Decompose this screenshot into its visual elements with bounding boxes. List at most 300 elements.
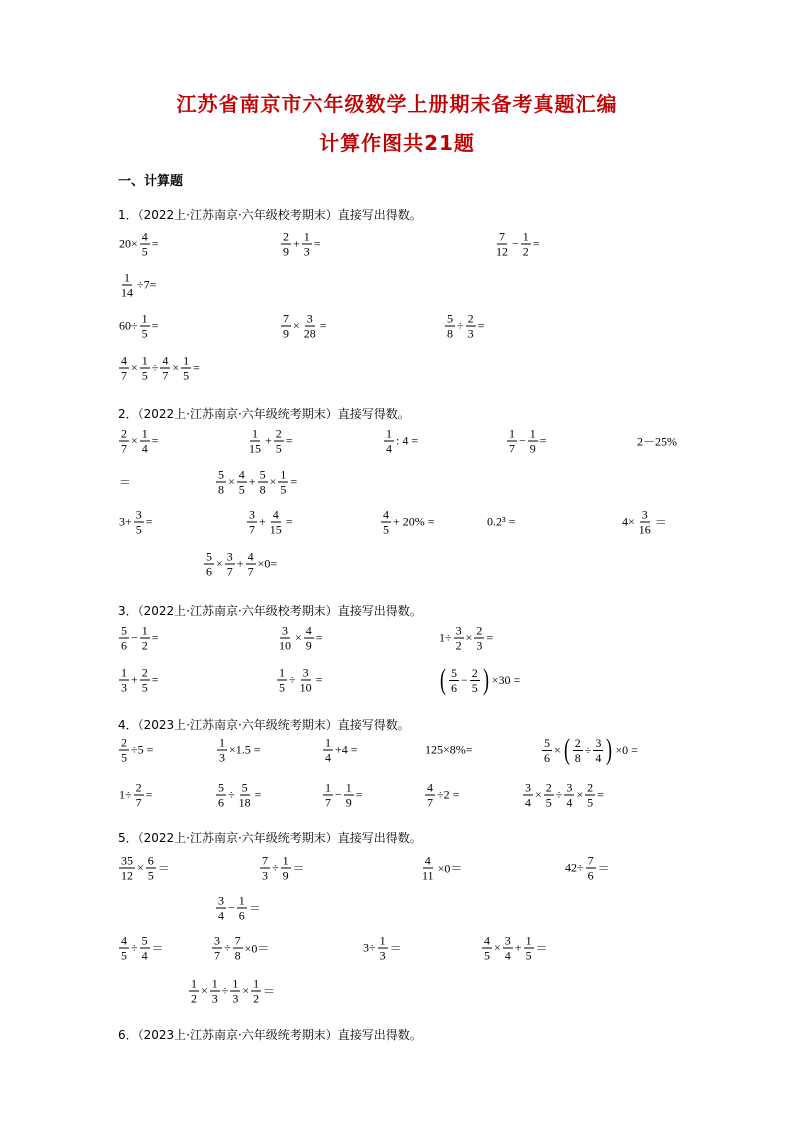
fraction-denominator: 7 (121, 441, 127, 456)
expression-text: + (131, 672, 138, 687)
fraction-numerator: 1 (253, 976, 260, 991)
math-expression (383, 427, 419, 456)
fraction-numerator: 5 (451, 665, 457, 680)
expression-text: ×30 = (491, 672, 521, 687)
expression-text: × (137, 860, 144, 875)
fraction (274, 427, 284, 456)
fraction (210, 977, 220, 1006)
fraction (140, 427, 150, 456)
fraction-denominator: 8 (259, 482, 266, 497)
fraction-denominator: 7 (226, 564, 233, 579)
fraction-numerator: 4 (484, 933, 490, 948)
expression-text: ×0＝ (437, 861, 463, 876)
fraction-denominator: 2 (191, 991, 197, 1006)
fraction-numerator: 4 (141, 229, 148, 244)
fraction-numerator: 1 (141, 426, 148, 441)
expression-text: = (477, 318, 485, 333)
section-heading: 一、计算题 (118, 174, 184, 189)
fraction-numerator: 4 (427, 780, 433, 795)
fraction-numerator: 2 (471, 665, 478, 680)
fraction (449, 666, 459, 695)
fraction-numerator: 1 (386, 426, 392, 441)
expression-text: × (535, 787, 542, 802)
expression-text: × (131, 360, 138, 375)
fraction (454, 624, 464, 653)
expression-text: 3÷ (363, 940, 376, 955)
question-heading: 6．（2023上·江苏南京·六年级统考期末）直接写出得数。 (118, 1028, 422, 1042)
expression-text: = (254, 787, 262, 802)
fraction-numerator: 2 (121, 426, 127, 441)
expression-text: × (295, 630, 302, 645)
expression-text: = (145, 514, 153, 529)
fraction (119, 354, 129, 383)
fraction-denominator: 6 (206, 564, 212, 579)
fraction (260, 854, 270, 883)
fraction-denominator: 10 (279, 638, 291, 653)
expression-text: − (228, 900, 235, 915)
math-expression (118, 271, 157, 300)
expression-text: ÷7= (137, 277, 157, 292)
fraction (298, 666, 314, 695)
fraction-numerator: 1 (529, 426, 536, 441)
fraction-numerator: 3 (302, 665, 309, 680)
fraction-numerator: 1 (303, 229, 310, 244)
expression-text: = (151, 236, 159, 251)
fraction-denominator: 9 (305, 638, 312, 653)
fraction-numerator: 1 (191, 976, 197, 991)
fraction-denominator: 7 (249, 522, 255, 537)
math-expression (118, 427, 160, 456)
fraction-denominator: 5 (525, 948, 532, 963)
fraction (237, 894, 247, 923)
fraction-numerator: 6 (147, 853, 154, 868)
fraction-denominator: 5 (141, 244, 148, 259)
fraction (216, 781, 226, 810)
fraction-numerator: 1 (232, 976, 239, 991)
expression-text: × (554, 742, 561, 757)
math-expression (564, 854, 611, 883)
math-expression (259, 854, 306, 883)
fraction (381, 508, 391, 537)
fraction-numerator: 1 (238, 893, 245, 908)
math-expression (636, 433, 678, 450)
fraction (482, 934, 492, 963)
question-heading: 2．（2022上·江苏南京·六年级统考期末）直接写得数。 (118, 407, 410, 421)
fraction-denominator: 7 (427, 795, 433, 810)
fraction-numerator: 2 (467, 311, 474, 326)
fraction (542, 736, 552, 765)
fraction (217, 736, 227, 765)
fraction (302, 312, 318, 341)
fraction-denominator: 18 (238, 795, 251, 810)
fraction-numerator: 2 (574, 735, 581, 750)
fraction (134, 508, 144, 537)
fraction-numerator: 1 (509, 426, 515, 441)
expression-text: ＝ (292, 861, 305, 876)
expression-text: = (355, 787, 363, 802)
fraction-numerator: 7 (262, 853, 268, 868)
expression-text: = (285, 433, 293, 448)
fraction-numerator: 1 (124, 270, 130, 285)
fraction-numerator: 5 (218, 780, 224, 795)
fraction-numerator: 1 (282, 853, 289, 868)
expression-text: ÷5 = (131, 742, 154, 757)
expression-text: − (512, 236, 519, 251)
expression-text: − (335, 787, 342, 802)
fraction-denominator: 5 (183, 368, 190, 383)
fraction-numerator: 2 (275, 426, 282, 441)
fraction-denominator: 5 (141, 680, 148, 695)
math-expression (215, 468, 298, 497)
expression-text: 2－25% (637, 434, 677, 449)
math-expression (424, 743, 474, 758)
expression-text: + (265, 433, 272, 448)
fraction-numerator: 2 (141, 665, 148, 680)
expression-text: × (269, 474, 277, 489)
fraction (119, 736, 129, 765)
fraction-denominator: 9 (282, 868, 289, 883)
fraction (466, 312, 476, 341)
fraction-denominator: 4 (218, 908, 224, 923)
fraction-denominator: 5 (587, 795, 594, 810)
fraction (586, 854, 596, 883)
fraction-denominator: 5 (121, 750, 127, 765)
fraction-denominator: 14 (121, 285, 133, 300)
expression-text: ÷ (289, 672, 296, 687)
math-expression (380, 508, 436, 537)
math-expression (444, 312, 485, 341)
fraction (384, 427, 394, 456)
fraction-numerator: 5 (121, 623, 127, 638)
fraction-denominator: 10 (299, 680, 312, 695)
expression-text: × (172, 360, 180, 375)
fraction-numerator: 3 (566, 780, 573, 795)
expression-text: = (539, 433, 547, 448)
math-expression (118, 854, 171, 883)
fraction-numerator: 4 (238, 467, 245, 482)
fraction-denominator: 4 (566, 795, 573, 810)
fraction-denominator: 5 (147, 868, 154, 883)
expression-text: = (597, 787, 604, 802)
fraction-denominator: 5 (279, 680, 285, 695)
math-expression (493, 230, 541, 259)
expression-text: × (228, 474, 235, 489)
fraction-numerator: 1 (211, 976, 218, 991)
expression-text: 125×8%= (425, 742, 473, 757)
fraction (233, 934, 243, 963)
expression-text: × (216, 556, 223, 571)
fraction-denominator: 4 (525, 795, 531, 810)
fraction (278, 468, 288, 497)
fraction (181, 354, 191, 383)
fraction-denominator: 7 (325, 795, 331, 810)
fraction (470, 666, 480, 695)
fraction (528, 427, 538, 456)
fraction-denominator: 8 (218, 482, 224, 497)
fraction (523, 781, 533, 810)
fraction-denominator: 9 (345, 795, 352, 810)
fraction-numerator: 1 (219, 735, 225, 750)
expression-text: 20× (119, 236, 138, 251)
math-expression (118, 781, 153, 810)
fraction (119, 271, 135, 300)
expression-text: 42÷ (565, 860, 584, 875)
math-expression (118, 312, 159, 341)
fraction-denominator: 4 (141, 948, 148, 963)
fraction-numerator: 1 (280, 467, 287, 482)
fraction (344, 781, 354, 810)
expression-text: × (576, 787, 584, 802)
fraction-denominator: 15 (269, 522, 282, 537)
math-expression (118, 624, 160, 653)
fraction (281, 230, 291, 259)
fraction (323, 781, 333, 810)
fraction-denominator: 6 (218, 795, 224, 810)
expression-text: 3+ (119, 514, 132, 529)
fraction-numerator: 5 (218, 467, 224, 482)
expression-text: = (486, 630, 494, 645)
fraction (237, 468, 247, 497)
expression-text: 60÷ (119, 318, 138, 333)
expression-text: ÷ (151, 360, 159, 375)
expression-text: ＝ (157, 861, 170, 876)
fraction-numerator: 7 (587, 853, 594, 868)
expression-text: × (131, 433, 138, 448)
expression-text: + (259, 514, 266, 529)
expression-text: = (151, 318, 159, 333)
expression-text: = (532, 236, 540, 251)
fraction-numerator: 1 (121, 665, 127, 680)
expression-text: ＝ (535, 941, 548, 956)
fraction (425, 781, 435, 810)
fraction (564, 781, 574, 810)
expression-text: = (151, 630, 159, 645)
math-expression (424, 781, 460, 810)
fraction (225, 550, 235, 579)
fraction (212, 934, 222, 963)
question-heading: 4．（2023上·江苏南京·六年级统考期末）直接写得数。 (118, 718, 410, 732)
fraction (237, 781, 253, 810)
fraction-numerator: 1 (252, 426, 258, 441)
document-subtitle: 计算作图共21题 (319, 131, 475, 155)
fraction-numerator: 1 (325, 780, 331, 795)
fraction-denominator: 15 (249, 441, 261, 456)
expression-text: = (151, 433, 159, 448)
fraction-denominator: 6 (544, 750, 550, 765)
fraction-denominator: 5 (238, 482, 245, 497)
fraction (503, 934, 513, 963)
expression-text: = (145, 787, 153, 802)
expression-text: × (242, 983, 250, 998)
fraction-numerator: 3 (504, 933, 511, 948)
fraction-numerator: 3 (135, 507, 142, 522)
math-expression (246, 427, 294, 456)
fraction-numerator: 4 (121, 933, 127, 948)
fraction-numerator: 3 (525, 780, 531, 795)
math-expression (276, 666, 323, 695)
math-expression (541, 735, 639, 765)
fraction-denominator: 6 (587, 868, 594, 883)
fraction-numerator: 4 (272, 507, 279, 522)
expression-text: ＝ (248, 901, 261, 916)
fraction (246, 550, 256, 579)
math-expression (276, 624, 324, 653)
fraction (573, 736, 583, 765)
fraction-numerator: 3 (214, 933, 220, 948)
fraction (251, 977, 261, 1006)
expression-text: ÷ (224, 940, 231, 955)
math-expression (322, 781, 364, 810)
fraction-denominator: 2 (253, 991, 260, 1006)
expression-text: 1÷ (439, 630, 452, 645)
math-expression (280, 312, 328, 341)
expression-text: ×0＝ (244, 941, 270, 956)
fraction (247, 427, 263, 456)
fraction (593, 736, 603, 765)
fraction (494, 230, 510, 259)
fraction-numerator: 1 (379, 933, 386, 948)
fraction-denominator: 8 (447, 326, 453, 341)
fraction-denominator: 2 (141, 638, 148, 653)
fraction (281, 854, 291, 883)
fraction (637, 508, 653, 537)
expression-text: ＝ (151, 941, 164, 956)
math-expression (506, 427, 548, 456)
fraction (277, 666, 287, 695)
fraction-denominator: 9 (529, 441, 536, 456)
fraction-numerator: 5 (259, 467, 266, 482)
fraction-numerator: 1 (183, 353, 190, 368)
fraction-denominator: 5 (121, 948, 127, 963)
fraction-denominator: 28 (303, 326, 316, 341)
fraction-denominator: 12 (121, 868, 133, 883)
expression-text: ＝ (119, 475, 132, 490)
fraction-numerator: 4 (305, 623, 312, 638)
fraction (119, 854, 135, 883)
expression-text: ÷2 = (437, 787, 460, 802)
math-expression (118, 230, 160, 259)
fraction (544, 781, 554, 810)
fraction-numerator: 4 (162, 353, 169, 368)
fraction-denominator: 7 (214, 948, 220, 963)
fraction (204, 550, 214, 579)
expression-text: × (465, 630, 473, 645)
fraction (140, 312, 150, 341)
fraction (119, 427, 129, 456)
fraction-denominator: 3 (379, 948, 386, 963)
fraction-numerator: 1 (525, 933, 532, 948)
fraction (140, 354, 150, 383)
expression-text: ÷ (584, 742, 592, 757)
fraction (521, 230, 531, 259)
fraction (474, 624, 484, 653)
expression-text: 0.2³ = (487, 514, 516, 529)
big-parenthesis: ) (606, 733, 613, 766)
fraction-numerator: 3 (282, 623, 288, 638)
expression-text: ÷ (221, 983, 229, 998)
math-expression (621, 508, 668, 537)
fraction-denominator: 4 (325, 750, 331, 765)
math-expression (203, 550, 278, 579)
fraction (524, 934, 534, 963)
math-expression (280, 230, 322, 259)
expression-text: = (151, 672, 159, 687)
fraction-numerator: 1 (141, 311, 148, 326)
fraction (189, 977, 199, 1006)
math-expression (211, 934, 270, 963)
fraction (134, 781, 144, 810)
fraction (585, 781, 595, 810)
expression-text: − (461, 672, 468, 687)
fraction-numerator: 3 (218, 893, 224, 908)
fraction-numerator: 5 (206, 549, 212, 564)
fraction-denominator: 3 (476, 638, 483, 653)
fraction (507, 427, 517, 456)
expression-text: ÷ (457, 318, 464, 333)
expression-text: × (293, 318, 300, 333)
expression-text: : 4 = (396, 433, 419, 448)
fraction-numerator: 4 (383, 507, 389, 522)
fraction-denominator: 9 (283, 244, 289, 259)
fraction-denominator: 3 (262, 868, 268, 883)
fraction-denominator: 3 (303, 244, 310, 259)
fraction (304, 624, 314, 653)
fraction-numerator: 4 (424, 853, 431, 868)
fraction-numerator: 1 (141, 353, 148, 368)
fraction-numerator: 5 (544, 735, 550, 750)
fraction-numerator: 1 (325, 735, 331, 750)
math-expression (118, 934, 165, 963)
math-expression (118, 736, 154, 765)
expression-text: = (319, 318, 327, 333)
expression-text: ÷ (272, 860, 279, 875)
expression-text: + (248, 474, 256, 489)
fraction-denominator: 16 (638, 522, 651, 537)
expression-text: ＝ (597, 861, 610, 876)
math-expression (438, 624, 494, 653)
big-parenthesis: ) (482, 663, 489, 696)
expression-text: = (315, 672, 323, 687)
expression-text: ×1.5 = (229, 742, 261, 757)
math-expression (419, 854, 463, 883)
math-expression (486, 515, 516, 530)
fraction-denominator: 5 (275, 441, 282, 456)
fraction (140, 666, 150, 695)
math-expression (322, 736, 359, 765)
expression-text: = (193, 360, 200, 375)
fraction-numerator: 2 (587, 780, 594, 795)
fraction (323, 736, 333, 765)
question-heading: 5．（2022上·江苏南京·六年级统考期末）直接写出得数。 (118, 831, 422, 845)
fraction-numerator: 5 (141, 933, 148, 948)
math-expression (118, 354, 201, 383)
expression-text: × (201, 983, 208, 998)
fraction-denominator: 3 (211, 991, 218, 1006)
fraction-denominator: 12 (496, 244, 508, 259)
fraction-numerator: 2 (135, 780, 142, 795)
fraction-numerator: 2 (121, 735, 127, 750)
fraction-numerator: 5 (241, 780, 248, 795)
fraction-numerator: 3 (455, 623, 462, 638)
fraction-denominator: 9 (283, 326, 289, 341)
fraction-denominator: 5 (545, 795, 552, 810)
expression-text: ÷ (131, 940, 138, 955)
fraction (268, 508, 284, 537)
fraction-numerator: 4 (247, 549, 254, 564)
math-expression (362, 934, 403, 963)
fraction-denominator: 5 (471, 680, 478, 695)
fraction-denominator: 5 (141, 368, 148, 383)
